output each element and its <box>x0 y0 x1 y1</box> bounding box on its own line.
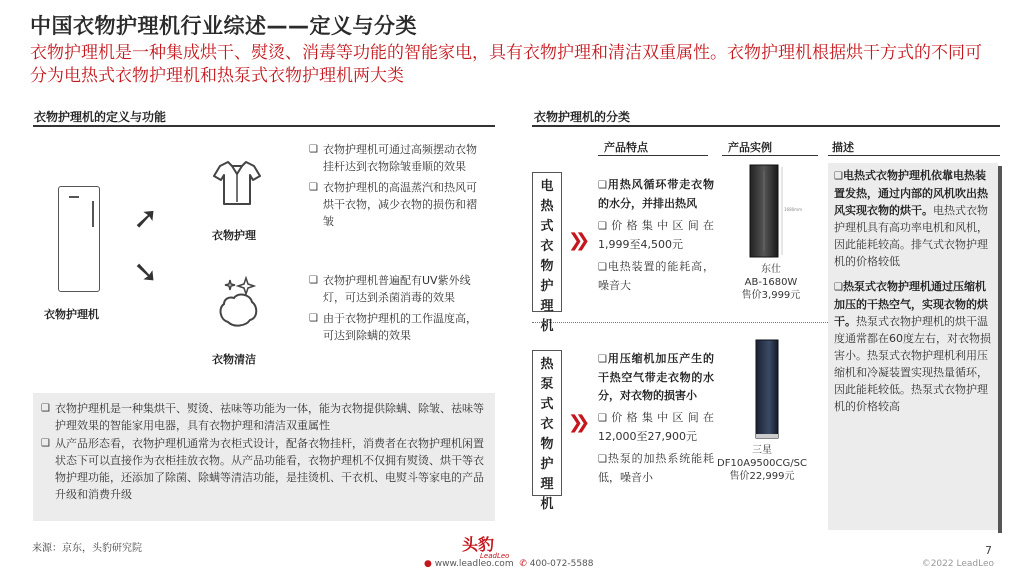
list-item: ❑热泵的加热系统能耗低，噪音小 <box>598 452 714 484</box>
care-label: 衣物护理 <box>212 229 256 242</box>
checkbox-icon: ❑ <box>598 221 607 232</box>
heatpump-description: ❑热泵式衣物护理机通过压缩机加压的干热空气，实现衣物的烘干。热泵式衣物护理机的烘干温度通常都在60度左右，对衣物损害小。热泵式衣物护理机利用压缩机和冷凝装置实现热量循环，因此能耗较低。热泵式衣物护理机的价格较高 <box>834 280 991 413</box>
type-label-electric: 电热式衣物护理机 <box>532 172 562 312</box>
definition-info-box <box>33 393 495 521</box>
list-item: ❑价格集中区间在1,999至4,500元 <box>598 219 714 251</box>
checkbox-icon: ❑ <box>598 413 607 424</box>
list-item: ❑ 衣物护理机普遍配有UV紫外线灯，可达到杀菌消毒的效果 <box>309 274 471 304</box>
column-underline <box>722 155 818 156</box>
column-underline <box>598 155 708 156</box>
electric-product-image <box>746 163 800 261</box>
checkbox-icon: ❑ <box>41 438 50 449</box>
heatpump-product-image <box>748 338 788 442</box>
list-item: ❑ 由于衣物护理机的工作温度高，可达到除螨的效果 <box>309 312 477 342</box>
checkbox-icon: ❑ <box>41 403 50 414</box>
chevron-right-icon: ❯❯ <box>568 230 583 251</box>
care-feature-list <box>309 141 485 230</box>
list-item: ❑价格集中区间在12,000至27,900元 <box>598 411 714 443</box>
description-box <box>828 163 998 530</box>
checkbox-icon: ❑ <box>598 180 607 191</box>
left-section-divider <box>33 125 495 127</box>
electric-product-caption: 东仕 AB-1680W 售价3,999元 <box>741 264 801 301</box>
column-header-example: 产品实例 <box>728 141 772 154</box>
page-title: 中国衣物护理机行业综述——定义与分类 <box>30 14 417 38</box>
contact-info <box>424 559 594 569</box>
shirt-icon <box>210 156 264 210</box>
source-note: 来源：京东，头豹研究院 <box>32 543 142 554</box>
list-item: ❑电热装置的能耗高，噪音大 <box>598 260 714 292</box>
phone-icon: ✆ <box>519 559 527 569</box>
checkbox-icon: ❑ <box>598 262 607 273</box>
description-shadow <box>998 166 1002 533</box>
checkbox-icon: ❑ <box>309 313 318 324</box>
checkbox-icon: ❑ <box>598 354 607 365</box>
column-underline <box>828 155 1000 156</box>
checkbox-icon: ❑ <box>598 454 607 465</box>
heatpump-features <box>598 350 714 491</box>
right-section-divider <box>532 125 1000 127</box>
checkbox-icon: ❑ <box>309 144 318 155</box>
checkbox-icon: ❑ <box>309 275 318 286</box>
copyright: ©2022 LeadLeo <box>921 559 994 569</box>
column-header-features: 产品特点 <box>604 141 648 154</box>
heatpump-product-caption: 三星 DF10A9500CG/SC 售价22,999元 <box>717 445 807 482</box>
page-number: 7 <box>985 544 992 557</box>
clean-feature-list <box>309 272 485 344</box>
list-item: ❑ 衣物护理机的高温蒸汽和热风可烘干衣物，减少衣物的损伤和褶皱 <box>309 181 477 228</box>
leadleo-logo: 头豹 LeadLeo <box>462 535 510 560</box>
column-header-description: 描述 <box>832 141 854 154</box>
checkbox-icon: ❑ <box>309 182 318 193</box>
list-item: ❑ 衣物护理机是一种集烘干、熨烫、祛味等功能为一体，能为衣物提供除螨、除皱、祛味等护理效果的智能家用电器，具有衣物护理和清洁双重属性 <box>41 402 484 432</box>
chevron-right-icon: ❯❯ <box>568 412 583 433</box>
device-label: 衣物护理机 <box>44 308 99 321</box>
electric-features <box>598 176 714 299</box>
list-item: ❑用压缩机加压产生的干热空气带走衣物的水分，对衣物的损害小 <box>598 352 714 402</box>
clothes-care-machine-icon <box>58 186 100 292</box>
arrow-up-right-icon: ➚ <box>133 201 159 236</box>
phone-number: 400-072-5588 <box>529 559 594 569</box>
list-item: ❑用热风循环带走衣物的水分，并排出热风 <box>598 178 714 210</box>
svg-text:1680mm: 1680mm <box>784 207 802 212</box>
electric-description: ❑电热式衣物护理机依靠电热装置发热，通过内部的风机吹出热风实现衣物的烘干。电热式衣物护理机具有高功率电机和风机，因此能耗较高。排气式衣物护理机的价格较低 <box>834 169 988 268</box>
sparkle-clean-icon <box>210 274 264 332</box>
checkbox-icon: ❑ <box>834 282 843 293</box>
list-item: ❑ 衣物护理机可通过高频摆动衣物挂杆达到衣物除皱垂顺的效果 <box>309 143 477 173</box>
clean-label: 衣物清洁 <box>212 353 256 366</box>
left-section-title: 衣物护理机的定义与功能 <box>34 110 167 124</box>
website-link[interactable]: www.leadleo.com <box>434 559 514 569</box>
right-section-title: 衣物护理机的分类 <box>534 110 631 124</box>
checkbox-icon: ❑ <box>834 171 843 182</box>
globe-icon: ● <box>424 559 432 569</box>
arrow-down-right-icon: ➘ <box>133 255 159 290</box>
type-label-heatpump: 热泵式衣物护理机 <box>532 350 562 496</box>
page-subtitle: 衣物护理机是一种集成烘干、熨烫、消毒等功能的智能家电，具有衣物护理和清洁双重属性。衣物护理机根据烘干方式的不同可分为电热式衣物护理机和热泵式衣物护理机两大类 <box>30 43 982 86</box>
list-item: ❑ 从产品形态看，衣物护理机通常为衣柜式设计，配备衣物挂杆，消费者在衣物护理机闲置状态下可以直接作为衣柜挂放衣物。从产品功能看，衣物护理机不仅拥有熨烫、烘干等衣物护理功能，还添加了除菌、除螨等清洁功能，是挂烫机、干衣机、电熨斗等家电的产品升级和消费升级 <box>41 437 484 501</box>
